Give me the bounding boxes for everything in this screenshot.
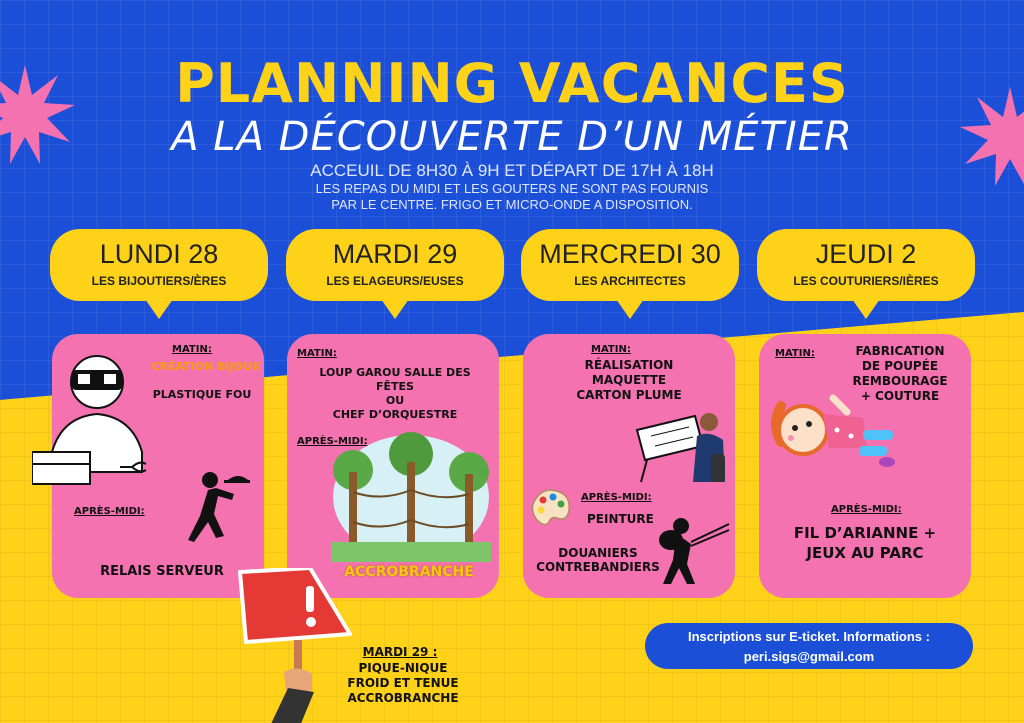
morning-label: MATIN: bbox=[591, 344, 631, 355]
morning-activity-4: + COUTURE bbox=[860, 389, 940, 403]
morning-label: MATIN: bbox=[297, 348, 337, 359]
morning-activity-1: FABRICATION bbox=[855, 344, 945, 358]
contact-email[interactable]: peri.sigs@gmail.com bbox=[743, 649, 875, 664]
day-bubble-tuesday bbox=[286, 229, 504, 301]
warning-text bbox=[318, 661, 488, 706]
morning-label: MATIN: bbox=[172, 344, 212, 355]
pliers-icon bbox=[118, 458, 148, 476]
morning-activity-2: MAQUETTE bbox=[591, 373, 667, 387]
day-title: MERCREDI 30 bbox=[539, 239, 721, 269]
palette-icon bbox=[529, 486, 573, 528]
architect-drawing-icon bbox=[633, 406, 729, 484]
afternoon-activity-3: CONTREBANDIERS bbox=[536, 560, 660, 574]
afternoon-label: APRÈS-MIDI: bbox=[74, 506, 145, 517]
day-bubble-wednesday bbox=[521, 229, 739, 301]
morning-activity-2: FÊTES bbox=[376, 380, 414, 393]
morning-label: MATIN: bbox=[775, 348, 815, 359]
afternoon-activity-2: DOUANIERS bbox=[558, 546, 638, 560]
afternoon-activity-2: JEUX AU PARC bbox=[806, 544, 924, 562]
afternoon-label: APRÈS-MIDI: bbox=[581, 492, 652, 503]
rag-doll-icon bbox=[767, 390, 897, 476]
day-bubble-thursday bbox=[757, 229, 975, 301]
morning-activity-1: CRÉATION BIJOUX bbox=[151, 360, 261, 373]
warning-title: MARDI 29 : bbox=[362, 645, 438, 659]
warning-line1: PIQUE-NIQUE bbox=[358, 661, 448, 675]
page-title: PLANNING VACANCES bbox=[175, 52, 849, 115]
afternoon-label: APRÈS-MIDI: bbox=[831, 504, 902, 515]
warning-line2: FROID ET TENUE bbox=[347, 676, 459, 690]
day-card-tuesday bbox=[287, 334, 499, 598]
smuggler-icon bbox=[651, 514, 731, 586]
signup-banner bbox=[645, 623, 973, 669]
day-bubble-monday bbox=[50, 229, 268, 301]
waiter-running-icon bbox=[178, 470, 250, 552]
day-title: MARDI 29 bbox=[332, 239, 458, 269]
morning-activity-or: OU bbox=[385, 394, 405, 407]
day-card-monday bbox=[52, 334, 264, 598]
signup-text: Inscriptions sur E-ticket. Informations : bbox=[688, 629, 930, 644]
morning-activity-3: REMBOURAGE bbox=[852, 374, 948, 388]
day-job: LES BIJOUTIERS/ÈRES bbox=[91, 274, 227, 288]
meals-info-line1: LES REPAS DU MIDI ET LES GOUTERS NE SONT PAS FOURNIS bbox=[315, 181, 709, 196]
afternoon-activity-1: PEINTURE bbox=[587, 512, 654, 526]
meals-info bbox=[0, 181, 1024, 213]
meals-info-line2: PAR LE CENTRE. FRIGO ET MICRO-ONDE A DISPOSITION. bbox=[331, 197, 693, 212]
morning-activity-2: DE POUPÉE bbox=[861, 359, 939, 373]
day-job: LES COUTURIERS/IÈRES bbox=[793, 274, 939, 288]
morning-activity-3: CHEF D’ORQUESTRE bbox=[332, 408, 458, 421]
warning-line3: ACCROBRANCHE bbox=[347, 691, 459, 705]
page-subtitle: A LA DÉCOUVERTE D’UN MÉTIER bbox=[171, 114, 853, 160]
afternoon-activity: ACCROBRANCHE bbox=[344, 564, 474, 580]
day-card-thursday bbox=[759, 334, 971, 598]
morning-activity-3: CARTON PLUME bbox=[576, 388, 682, 402]
afternoon-activity-1: FIL D’ARIANNE + bbox=[793, 524, 937, 542]
day-job: LES ELAGEURS/EUSES bbox=[326, 274, 464, 288]
morning-activity-1: LOUP GAROU SALLE DES bbox=[319, 366, 471, 379]
day-title: JEUDI 2 bbox=[815, 239, 917, 269]
day-job: LES ARCHITECTES bbox=[574, 274, 686, 288]
day-card-wednesday bbox=[523, 334, 735, 598]
day-title: LUNDI 28 bbox=[99, 239, 219, 269]
hours-info: ACCEUIL DE 8H30 À 9H ET DÉPART DE 17H À 18H bbox=[310, 161, 714, 180]
treetop-adventure-icon bbox=[331, 432, 491, 562]
morning-activity-1: RÉALISATION bbox=[584, 358, 674, 372]
afternoon-label: APRÈS-MIDI: bbox=[297, 436, 368, 447]
afternoon-activity: RELAIS SERVEUR bbox=[100, 564, 224, 579]
morning-activity-2: PLASTIQUE FOU bbox=[152, 388, 252, 401]
